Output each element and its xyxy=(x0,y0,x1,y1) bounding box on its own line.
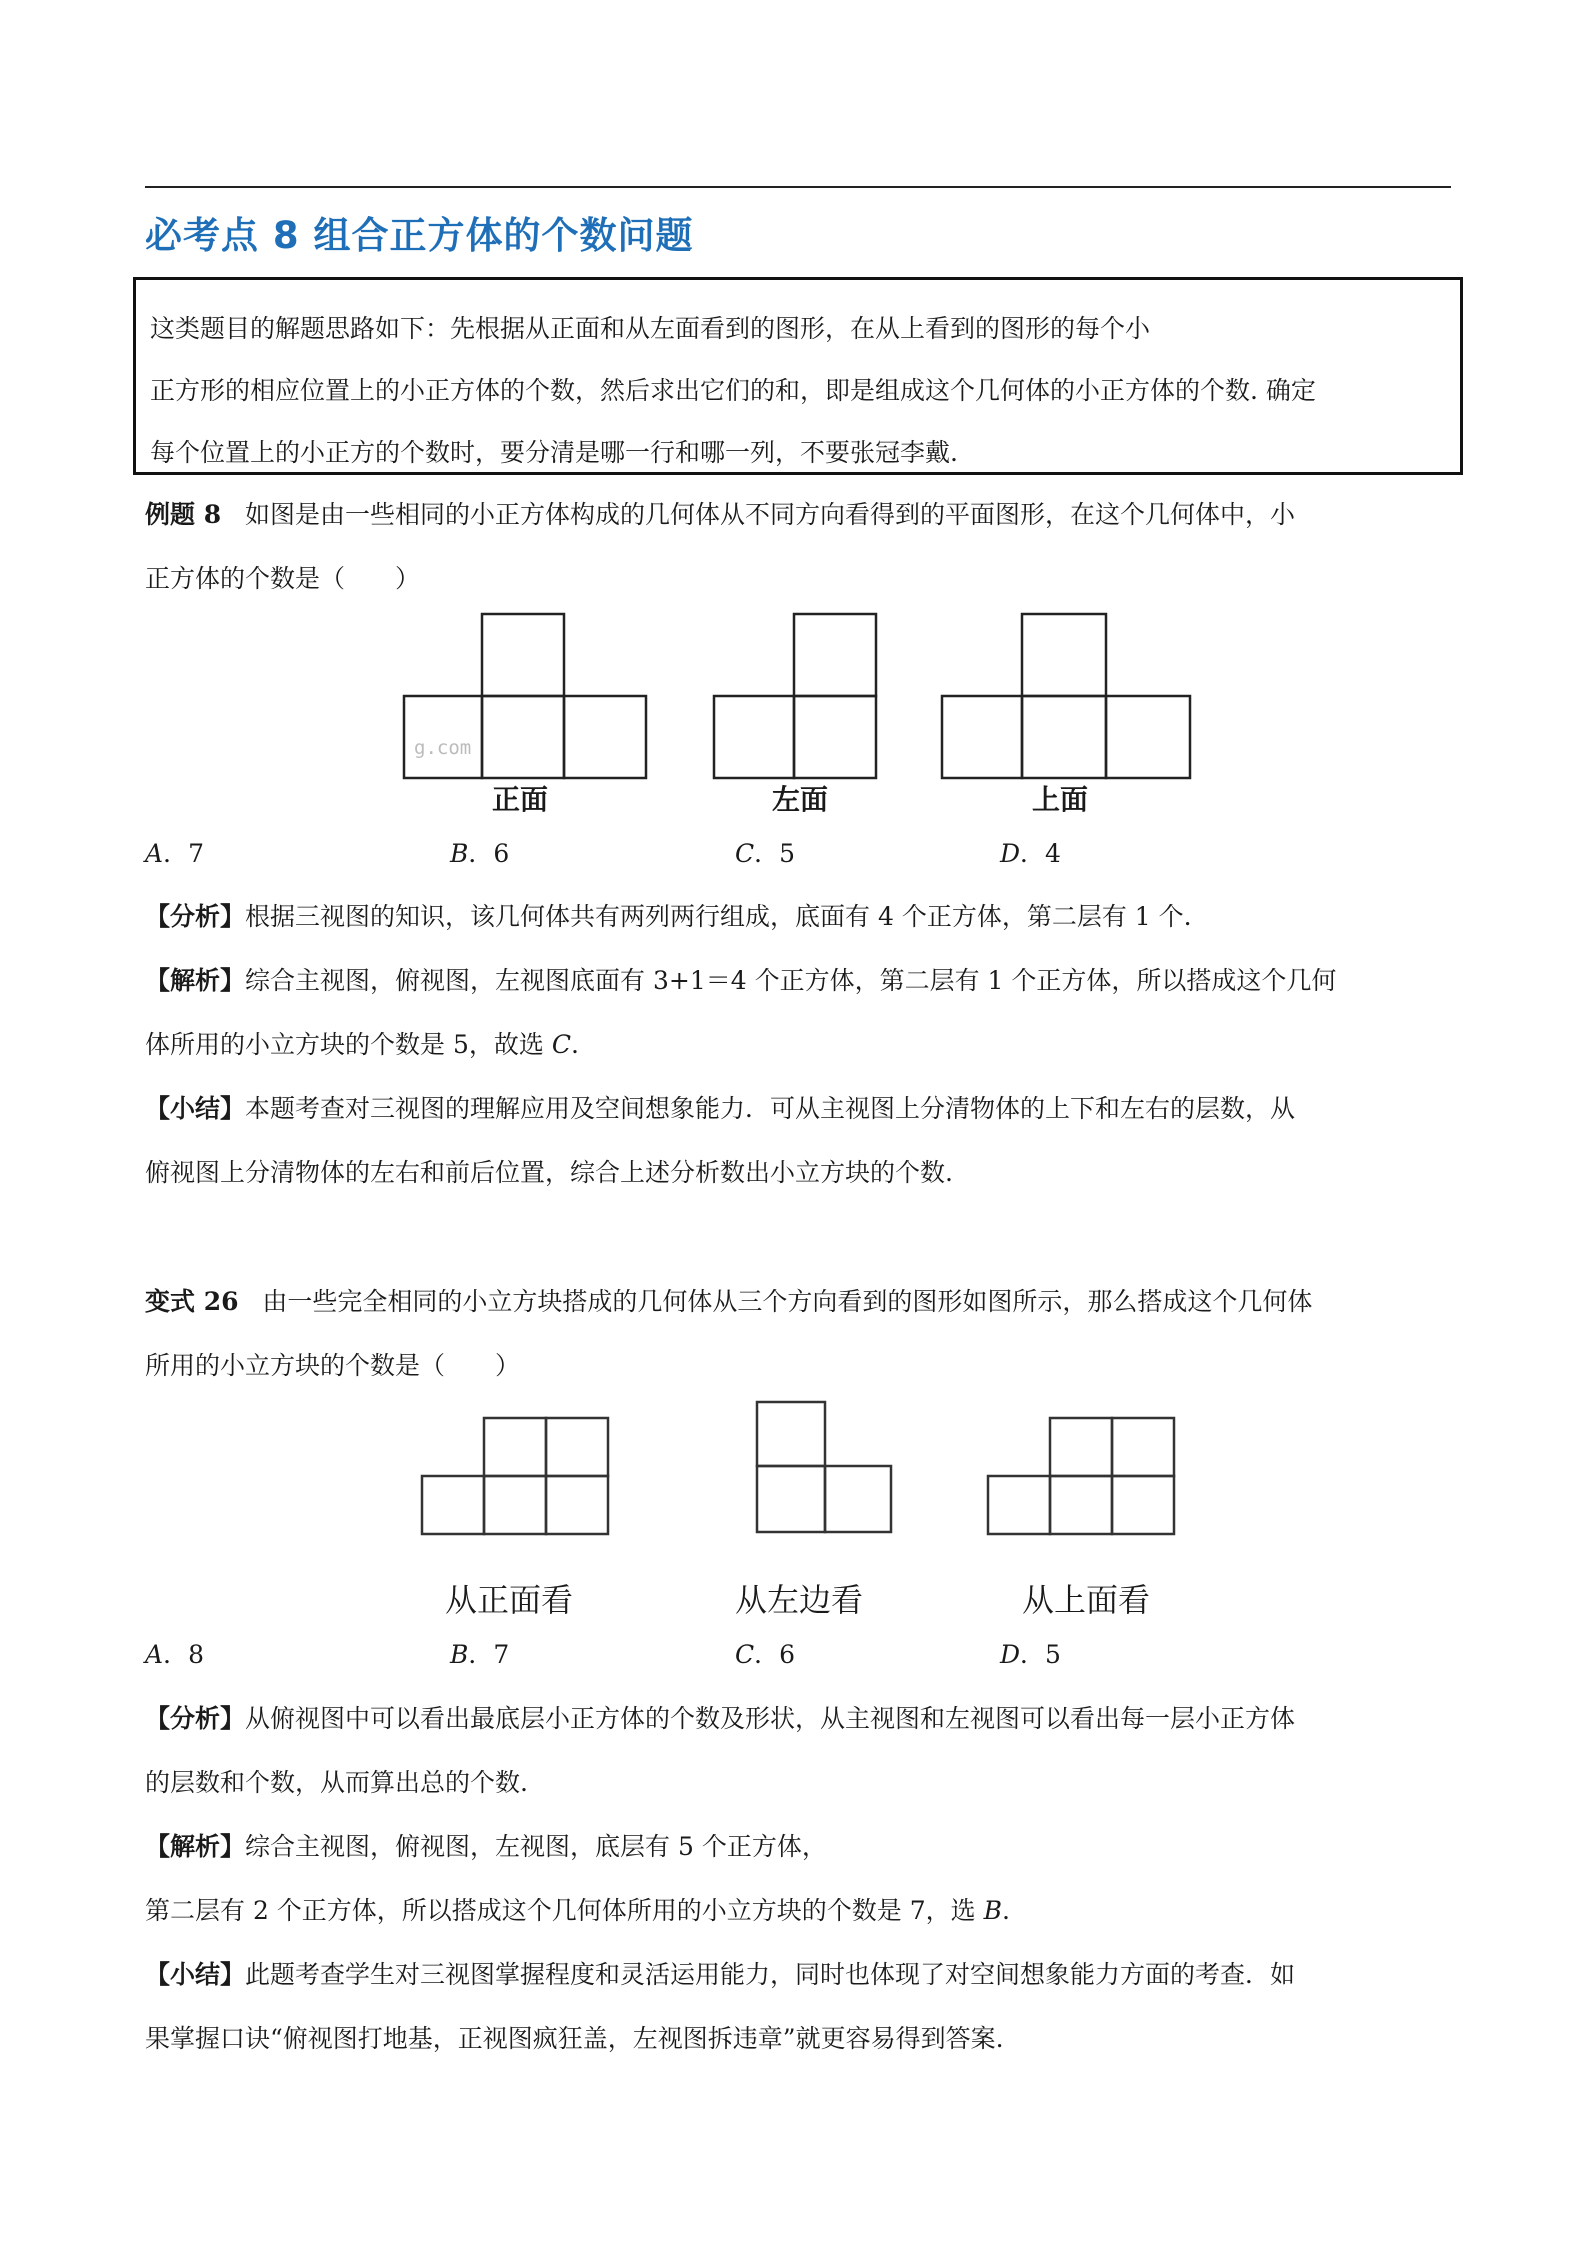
option-letter: A xyxy=(145,1640,164,1669)
solution-label: 【解析】 xyxy=(145,966,246,995)
variant-solution-line-1 xyxy=(145,1827,827,1863)
left-view-grid xyxy=(712,612,882,782)
example-summary-line-1 xyxy=(145,1089,1295,1125)
variant-option-a xyxy=(145,1635,204,1671)
solution-label: 【解析】 xyxy=(145,1832,246,1861)
option-d xyxy=(1000,834,1061,870)
variant-analysis-line-2: 的层数和个数，从而算出总的个数. xyxy=(145,1768,528,1797)
example-label: 例题 8 xyxy=(145,500,222,529)
variant-front-caption: 从正面看 xyxy=(445,1581,574,1619)
summary-text: 本题考查对三视图的理解应用及空间想象能力．可从主视图上分清物体的上下和左右的层数，从 xyxy=(245,1094,1296,1123)
answer-letter: B xyxy=(983,1896,1002,1925)
summary-label: 【小结】 xyxy=(145,1094,246,1123)
variant-top-caption: 从上面看 xyxy=(1022,1581,1151,1619)
header-rule xyxy=(145,186,1451,188)
left-view-caption: 左面 xyxy=(772,783,829,816)
option-letter: A xyxy=(145,839,164,868)
summary-label: 【小结】 xyxy=(145,1960,246,1989)
front-view-figure xyxy=(402,612,652,782)
solution-text: 综合主视图，俯视图，左视图底面有 3+1＝4 个正方体，第二层有 1 个正方体，所以搭成这个几何 xyxy=(245,966,1337,995)
variant-top-figure xyxy=(986,1416,1180,1540)
variant-option-d xyxy=(1000,1635,1061,1671)
variant-question-text: 由一些完全相同的小立方块搭成的几何体从三个方向看到的图形如图所示，那么搭成这个几何体 xyxy=(262,1287,1313,1316)
variant-question-line-2: 所用的小立方块的个数是（ ） xyxy=(145,1351,521,1380)
tip-line: 每个位置上的小正方的个数时，要分清是哪一行和哪一列，不要张冠李戴. xyxy=(150,438,958,467)
option-a xyxy=(145,834,204,870)
option-value: ．8 xyxy=(163,1640,204,1669)
option-letter: C xyxy=(735,839,755,868)
analysis-text: 根据三视图的知识，该几何体共有两列两行组成，底面有 4 个正方体，第二层有 1 个. xyxy=(245,902,1192,931)
option-letter: D xyxy=(1000,839,1021,868)
example-question-text: 如图是由一些相同的小正方体构成的几何体从不同方向看得到的平面图形，在这个几何体中，小 xyxy=(244,500,1295,529)
solution-text: 第二层有 2 个正方体，所以搭成这个几何体所用的小立方块的个数是 7，选 xyxy=(145,1896,984,1925)
example-summary-line-2: 俯视图上分清物体的左右和前后位置，综合上述分析数出小立方块的个数. xyxy=(145,1158,953,1187)
section-heading: 必考点 8 组合正方体的个数问题 xyxy=(145,214,694,257)
solution-text: 体所用的小立方块的个数是 5，故选 xyxy=(145,1030,552,1059)
option-value: ．7 xyxy=(468,1640,510,1669)
variant-left-grid xyxy=(755,1400,895,1540)
summary-text: 此题考查学生对三视图掌握程度和灵活运用能力，同时也体现了对空间想象能力方面的考查．如 xyxy=(245,1960,1296,1989)
example-solution-line-2 xyxy=(145,1025,579,1061)
option-letter: B xyxy=(450,1640,469,1669)
option-value: ．6 xyxy=(468,839,510,868)
variant-front-grid xyxy=(420,1416,614,1540)
example-question-line-1 xyxy=(145,495,1295,531)
tip-line: 正方形的相应位置上的小正方体的个数，然后求出它们的和，即是组成这个几何体的小正方体的个数. 确定 xyxy=(150,376,1316,405)
variant-solution-line-2 xyxy=(145,1891,1010,1927)
variant-option-b xyxy=(450,1635,509,1671)
variant-top-grid xyxy=(986,1416,1180,1540)
variant-analysis-line-1 xyxy=(145,1699,1295,1735)
variant-front-figure xyxy=(420,1416,614,1540)
option-letter: B xyxy=(450,839,469,868)
top-view-figure xyxy=(940,612,1195,782)
tip-line: 这类题目的解题思路如下：先根据从正面和从左面看到的图形，在从上看到的图形的每个小 xyxy=(150,314,1151,343)
top-view-grid xyxy=(940,612,1195,782)
variant-left-caption: 从左边看 xyxy=(735,1581,864,1619)
option-value: ．4 xyxy=(1020,839,1061,868)
option-value: ．5 xyxy=(1020,1640,1061,1669)
method-tip-box xyxy=(133,277,1463,475)
option-value: ．7 xyxy=(163,839,204,868)
option-letter: C xyxy=(735,1640,755,1669)
left-view-figure xyxy=(712,612,882,782)
option-c xyxy=(735,834,795,870)
watermark-text: g.com xyxy=(414,737,472,759)
example-question-line-2: 正方体的个数是（ ） xyxy=(145,564,421,593)
variant-summary-line-1 xyxy=(145,1955,1295,1991)
solution-text: 综合主视图，俯视图，左视图，底层有 5 个正方体， xyxy=(245,1832,827,1861)
variant-question-line-1 xyxy=(145,1282,1312,1318)
variant-label: 变式 26 xyxy=(145,1287,239,1316)
variant-left-figure xyxy=(755,1400,895,1540)
solution-text: . xyxy=(1001,1896,1010,1925)
solution-text: . xyxy=(570,1030,579,1059)
answer-letter: C xyxy=(551,1030,571,1059)
option-b xyxy=(450,834,509,870)
variant-summary-line-2: 果掌握口诀“俯视图打地基，正视图疯狂盖，左视图拆违章”就更容易得到答案. xyxy=(145,2024,1004,2053)
option-value: ．6 xyxy=(754,1640,796,1669)
analysis-label: 【分析】 xyxy=(145,902,246,931)
option-value: ．5 xyxy=(754,839,796,868)
option-letter: D xyxy=(1000,1640,1021,1669)
variant-option-c xyxy=(735,1635,795,1671)
analysis-text: 从俯视图中可以看出最底层小正方体的个数及形状，从主视图和左视图可以看出每一层小正方体 xyxy=(245,1704,1296,1733)
analysis-label: 【分析】 xyxy=(145,1704,246,1733)
top-view-caption: 上面 xyxy=(1032,783,1089,816)
front-view-caption: 正面 xyxy=(492,783,549,816)
example-solution-line-1 xyxy=(145,961,1336,997)
example-analysis xyxy=(145,897,1192,933)
